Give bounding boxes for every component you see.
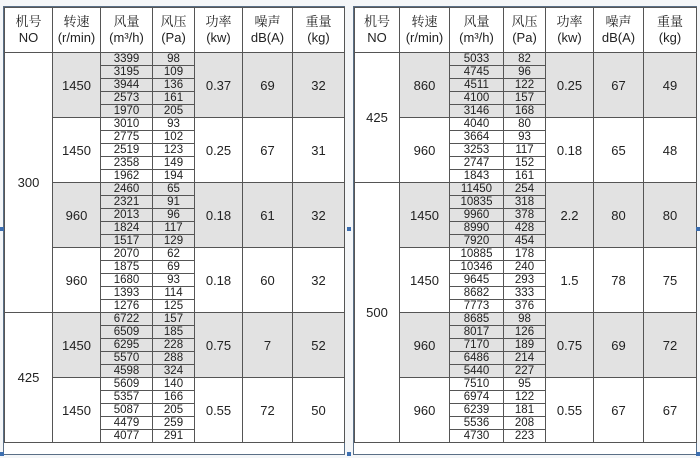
col-header-weight: 重量 (kg) [293,8,345,53]
pressure-cell: 333 [504,287,546,300]
pressure-cell: 93 [153,118,195,131]
pressure-cell: 109 [153,66,195,79]
speed-cell: 860 [400,53,450,118]
flow-cell: 2358 [101,157,153,170]
pressure-cell: 324 [153,365,195,378]
table-row [355,118,697,131]
pressure-cell: 208 [504,417,546,430]
weight-cell: 32 [293,248,345,313]
pressure-cell: 288 [153,352,195,365]
weight-cell: 50 [293,378,345,443]
power-cell: 0.75 [546,313,594,378]
right-spec-table [354,7,697,443]
pressure-cell: 93 [153,274,195,287]
frame-handle-dot [0,452,4,456]
pressure-cell: 157 [504,92,546,105]
flow-cell: 7170 [450,339,504,352]
pressure-cell: 376 [504,300,546,313]
noise-cell: 80 [594,183,644,248]
pressure-cell: 166 [153,391,195,404]
flow-cell: 9645 [450,274,504,287]
pressure-cell: 178 [504,248,546,261]
pressure-cell: 129 [153,235,195,248]
pressure-cell: 65 [153,183,195,196]
pressure-cell: 69 [153,261,195,274]
flow-cell: 2519 [101,144,153,157]
table-row [5,183,345,196]
flow-cell: 8990 [450,222,504,235]
speed-cell: 1450 [400,248,450,313]
pressure-cell: 228 [153,339,195,352]
pressure-cell: 157 [153,313,195,326]
flow-cell: 3010 [101,118,153,131]
speed-cell: 1450 [53,313,101,378]
pressure-cell: 123 [153,144,195,157]
flow-cell: 2070 [101,248,153,261]
weight-cell: 67 [644,378,697,443]
table-row [5,378,345,391]
frame-handle-dot [347,227,351,231]
table-row [5,313,345,326]
flow-cell: 2573 [101,92,153,105]
speed-cell: 960 [53,248,101,313]
power-cell: 1.5 [546,248,594,313]
flow-cell: 1680 [101,274,153,287]
flow-cell: 7920 [450,235,504,248]
col-header-pressure: 风压 (Pa) [153,8,195,53]
pressure-cell: 122 [504,79,546,92]
flow-cell: 10346 [450,261,504,274]
col-header-speed: 转速 (r/min) [400,8,450,53]
flow-cell: 1824 [101,222,153,235]
pressure-cell: 117 [504,144,546,157]
flow-cell: 4511 [450,79,504,92]
pressure-cell: 149 [153,157,195,170]
weight-cell: 48 [644,118,697,183]
weight-cell: 49 [644,53,697,118]
left-spec-panel [3,6,345,455]
pressure-cell: 223 [504,430,546,443]
frame-handle-dot [347,452,351,456]
flow-cell: 2460 [101,183,153,196]
flow-cell: 10885 [450,248,504,261]
pressure-cell: 91 [153,196,195,209]
table-row [5,53,345,66]
col-header-speed: 转速 (r/min) [53,8,101,53]
weight-cell: 32 [293,53,345,118]
pressure-cell: 98 [153,53,195,66]
pressure-cell: 98 [504,313,546,326]
pressure-cell: 194 [153,170,195,183]
col-header-noise: 噪声 dB(A) [594,8,644,53]
col-header-flow: 风量 (m³/h) [450,8,504,53]
pressure-cell: 181 [504,404,546,417]
pressure-cell: 93 [504,131,546,144]
table-row [355,248,697,261]
table-row [355,313,697,326]
flow-cell: 3195 [101,66,153,79]
pressure-cell: 96 [153,209,195,222]
pressure-cell: 240 [504,261,546,274]
flow-cell: 3664 [450,131,504,144]
noise-cell: 60 [243,248,293,313]
pressure-cell: 318 [504,196,546,209]
noise-cell: 69 [594,313,644,378]
flow-cell: 4100 [450,92,504,105]
table-row [5,118,345,131]
pressure-cell: 214 [504,352,546,365]
pressure-cell: 168 [504,105,546,118]
power-cell: 0.18 [195,248,243,313]
flow-cell: 6239 [450,404,504,417]
pressure-cell: 95 [504,378,546,391]
pressure-cell: 205 [153,404,195,417]
pressure-cell: 254 [504,183,546,196]
power-cell: 0.37 [195,53,243,118]
table-row [355,53,697,66]
col-header-model: 机号 NO [355,8,400,53]
noise-cell: 65 [594,118,644,183]
flow-cell: 4730 [450,430,504,443]
table-row [5,248,345,261]
flow-cell: 1962 [101,170,153,183]
table-row [355,183,697,196]
pressure-cell: 428 [504,222,546,235]
noise-cell: 72 [243,378,293,443]
weight-cell: 80 [644,183,697,248]
pressure-cell: 293 [504,274,546,287]
flow-cell: 1276 [101,300,153,313]
flow-cell: 2321 [101,196,153,209]
pressure-cell: 454 [504,235,546,248]
pressure-cell: 185 [153,326,195,339]
flow-cell: 1517 [101,235,153,248]
flow-cell: 1393 [101,287,153,300]
speed-cell: 960 [400,118,450,183]
speed-cell: 1450 [400,183,450,248]
right-table-body [355,53,697,443]
flow-cell: 4598 [101,365,153,378]
model-number-cell: 500 [355,183,400,443]
model-number-cell: 425 [355,53,400,183]
pressure-cell: 117 [153,222,195,235]
flow-cell: 8017 [450,326,504,339]
noise-cell: 78 [594,248,644,313]
flow-cell: 7773 [450,300,504,313]
table-header-row [355,8,697,53]
flow-cell: 6486 [450,352,504,365]
flow-cell: 6974 [450,391,504,404]
flow-cell: 10835 [450,196,504,209]
speed-cell: 1450 [53,53,101,118]
flow-cell: 8685 [450,313,504,326]
flow-cell: 4479 [101,417,153,430]
frame-handle-dot [696,452,700,456]
flow-cell: 7510 [450,378,504,391]
pressure-cell: 136 [153,79,195,92]
speed-cell: 960 [400,313,450,378]
flow-cell: 1843 [450,170,504,183]
noise-cell: 67 [594,53,644,118]
left-table-body [5,53,345,443]
pressure-cell: 80 [504,118,546,131]
flow-cell: 8682 [450,287,504,300]
flow-cell: 1875 [101,261,153,274]
col-header-flow: 风量 (m³/h) [101,8,153,53]
pressure-cell: 259 [153,417,195,430]
flow-cell: 5087 [101,404,153,417]
pressure-cell: 122 [504,391,546,404]
pressure-cell: 291 [153,430,195,443]
col-header-power: 功率 (kw) [195,8,243,53]
power-cell: 0.25 [195,118,243,183]
pressure-cell: 126 [504,326,546,339]
col-header-pressure: 风压 (Pa) [504,8,546,53]
pressure-cell: 96 [504,66,546,79]
flow-cell: 4040 [450,118,504,131]
speed-cell: 1450 [53,378,101,443]
model-number-cell: 425 [5,313,53,443]
noise-cell: 61 [243,183,293,248]
flow-cell: 5536 [450,417,504,430]
flow-cell: 6295 [101,339,153,352]
power-cell: 2.2 [546,183,594,248]
frame-handle-dot [0,227,4,231]
power-cell: 0.18 [546,118,594,183]
flow-cell: 3944 [101,79,153,92]
power-cell: 0.18 [195,183,243,248]
flow-cell: 5570 [101,352,153,365]
speed-cell: 960 [53,183,101,248]
pressure-cell: 205 [153,105,195,118]
pressure-cell: 62 [153,248,195,261]
power-cell: 0.75 [195,313,243,378]
frame-handle-dot [696,227,700,231]
flow-cell: 6509 [101,326,153,339]
table-header-row [5,8,345,53]
flow-cell: 9960 [450,209,504,222]
power-cell: 0.55 [195,378,243,443]
flow-cell: 2747 [450,157,504,170]
pressure-cell: 161 [153,92,195,105]
pressure-cell: 152 [504,157,546,170]
flow-cell: 3253 [450,144,504,157]
pressure-cell: 125 [153,300,195,313]
flow-cell: 6722 [101,313,153,326]
weight-cell: 75 [644,248,697,313]
pressure-cell: 114 [153,287,195,300]
pressure-cell: 378 [504,209,546,222]
flow-cell: 2775 [101,131,153,144]
noise-cell: 7 [243,313,293,378]
pressure-cell: 82 [504,53,546,66]
flow-cell: 5357 [101,391,153,404]
pressure-cell: 102 [153,131,195,144]
flow-cell: 4745 [450,66,504,79]
flow-cell: 2013 [101,209,153,222]
power-cell: 0.25 [546,53,594,118]
pressure-cell: 140 [153,378,195,391]
model-number-cell: 300 [5,53,53,313]
weight-cell: 32 [293,183,345,248]
flow-cell: 5033 [450,53,504,66]
col-header-weight: 重量 (kg) [644,8,697,53]
pressure-cell: 161 [504,170,546,183]
flow-cell: 5440 [450,365,504,378]
flow-cell: 3399 [101,53,153,66]
flow-cell: 1970 [101,105,153,118]
left-spec-table [4,7,345,443]
flow-cell: 4077 [101,430,153,443]
pressure-cell: 227 [504,365,546,378]
noise-cell: 67 [594,378,644,443]
flow-cell: 11450 [450,183,504,196]
pressure-cell: 189 [504,339,546,352]
noise-cell: 67 [243,118,293,183]
power-cell: 0.55 [546,378,594,443]
weight-cell: 31 [293,118,345,183]
flow-cell: 5609 [101,378,153,391]
weight-cell: 52 [293,313,345,378]
col-header-power: 功率 (kw) [546,8,594,53]
flow-cell: 3146 [450,105,504,118]
col-header-noise: 噪声 dB(A) [243,8,293,53]
weight-cell: 72 [644,313,697,378]
right-spec-panel [353,6,697,455]
speed-cell: 1450 [53,118,101,183]
col-header-model: 机号 NO [5,8,53,53]
speed-cell: 960 [400,378,450,443]
noise-cell: 69 [243,53,293,118]
table-row [355,378,697,391]
